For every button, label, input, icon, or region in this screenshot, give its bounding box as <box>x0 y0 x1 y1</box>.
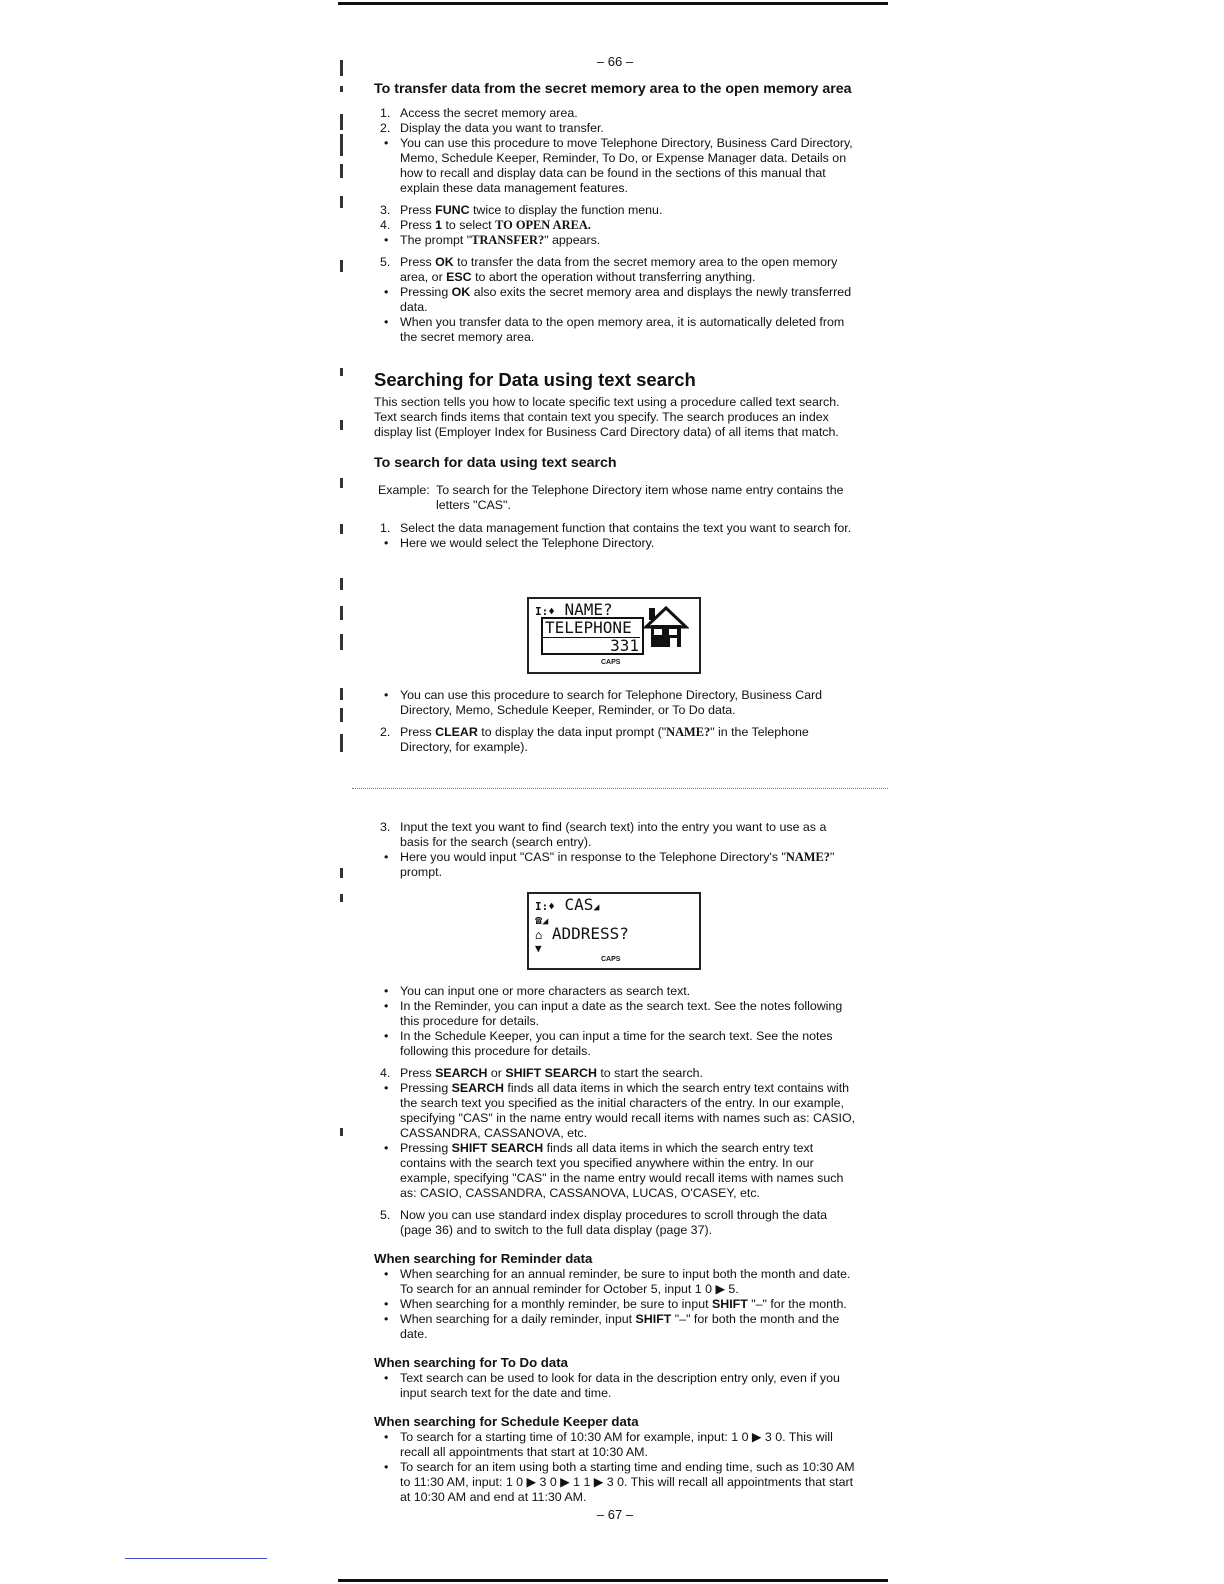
search-step-2: 2. Press CLEAR to display the data input prompt ("NAME?" in the Telephone Directory, for example). <box>380 725 809 754</box>
page-number-66: – 66 – <box>596 54 634 69</box>
step-1: 1. Access the secret memory area. <box>380 106 578 120</box>
bullet-search-scope: • You can use this procedure to search for Telephone Directory, Business Card Directory, Memo, Schedule Keeper, Reminder, or To Do data. <box>384 688 822 717</box>
page-number-67: – 67 – <box>596 1507 634 1522</box>
bullet-auto-delete: • When you transfer data to the open memory area, it is automatically deleted from the secret memory area. <box>384 315 845 344</box>
house-icon <box>643 605 689 649</box>
text-search-intro: This section tells you how to locate specific text using a procedure called text search. Text search finds items that contain text you specify. The search produces an index display list (Employer Index for Business Card Directory data) of all items that match. <box>374 395 840 439</box>
text-search-section-title: Searching for Data using text search <box>374 369 696 390</box>
top-rule <box>338 2 888 5</box>
todo-bullet: • Text search can be used to look for data in the description entry only, even if you input search text for the date and time. <box>384 1371 840 1400</box>
schedule-heading: When searching for Schedule Keeper data <box>374 1414 639 1429</box>
search-procedure-title: To search for data using text search <box>374 455 617 471</box>
bullet-select-telephone: • Here we would select the Telephone Directory. <box>384 536 655 550</box>
reminder-heading: When searching for Reminder data <box>374 1251 593 1266</box>
bullet-search-text-2: • In the Reminder, you can input a date as the search text. See the notes following this procedure for details. <box>384 999 843 1028</box>
reminder-bullet-annual: • When searching for an annual reminder, be sure to input both the month and date. To search for an annual reminder for October 5, input 1 0 ▶ 5. <box>384 1267 851 1296</box>
search-step-5: 5. Now you can use standard index display procedures to scroll through the data (page 36) and to switch to the full data display (page 37). <box>380 1208 828 1237</box>
lcd2-caps-indicator: CAPS <box>601 956 621 963</box>
down-arrow-icon: ▼ <box>535 942 542 955</box>
reminder-bullet-monthly: • When searching for a monthly reminder, be sure to input SHIFT "–" for the month. <box>384 1297 847 1311</box>
search-step-1: 1. Select the data management function that contains the text you want to search for. <box>380 521 852 535</box>
bottom-rule <box>338 1579 888 1582</box>
binding-margin-marks <box>336 28 350 1268</box>
bullet-search-text-1: • You can input one or more characters as search text. <box>384 984 691 998</box>
example-paragraph: Example: To search for the Telephone Directory item whose name entry contains the letters "CAS". <box>378 483 844 512</box>
step-5: 5. Press OK to transfer the data from the secret memory area to the open memory area, or ESC to abort the operation without transferring anything. <box>380 255 838 284</box>
phone-icon: ☎◢ <box>535 913 549 927</box>
lcd-display-name-prompt <box>527 597 701 674</box>
step-3: 3. Press FUNC twice to display the function menu. <box>380 203 663 217</box>
lcd-display-cas-input <box>527 892 701 970</box>
lcd1-caps-indicator: CAPS <box>601 659 621 666</box>
bullet-search-key: • Pressing SEARCH finds all data items in which the search entry text contains with the search text you specified as the initial characters of the entry. In our example, specifying "CAS" in the name entry would recall items with names such as: CASIO, CASSANDRA, CASSANOVA, etc. <box>384 1081 856 1140</box>
bullet-shift-search-key: • Pressing SHIFT SEARCH finds all data items in which the search entry text contains with the search text you specified anywhere within the entry. In our example, specifying "CAS" in the name entry would recall items with names such as: CASIO, CASSANDRA, CASSANOVA, LUCAS, O'CASEY, etc. <box>384 1141 844 1200</box>
page-separator <box>352 788 888 789</box>
page-67-continued <box>374 984 856 1522</box>
bullet-input-cas: • Here you would input "CAS" in response to the Telephone Directory's "NAME?" prompt. <box>384 850 835 879</box>
step-2: 2. Display the data you want to transfer. <box>380 121 604 135</box>
page-66 <box>374 54 856 551</box>
step-4: 4. Press 1 to select TO OPEN AREA. <box>380 218 591 232</box>
search-step-4: 4. Press SEARCH or SHIFT SEARCH to start the search. <box>380 1066 703 1080</box>
todo-heading: When searching for To Do data <box>374 1355 568 1370</box>
page-66-continued <box>374 688 856 755</box>
lcd1-telephone-box: TELEPHONE 331 <box>541 617 644 655</box>
bullet-ok-exits: • Pressing OK also exits the secret memory area and displays the newly transferred data. <box>384 285 852 314</box>
lcd1-line-1: I:♦ NAME? <box>535 600 613 619</box>
bullet-search-text-3: • In the Schedule Keeper, you can input a time for the search text. See the notes following this procedure for details. <box>384 1029 833 1058</box>
transfer-section-title: To transfer data from the secret memory area to the open memory area <box>374 81 852 97</box>
bullet-transfer-prompt: • The prompt "TRANSFER?" appears. <box>384 233 601 247</box>
search-step-3: 3. Input the text you want to find (search text) into the entry you want to use as a basis for the search (search entry). <box>380 820 827 849</box>
lcd2-line-1: I:♦ CAS◢ <box>535 895 600 914</box>
page-67 <box>374 820 856 880</box>
footnote-line <box>125 1558 267 1559</box>
schedule-bullet-start: • To search for a starting time of 10:30 AM for example, input: 1 0 ▶ 3 0. This will recall all appointments that start at 10:30 AM. <box>384 1430 833 1459</box>
bullet-procedure-scope: • You can use this procedure to move Telephone Directory, Business Card Directory, Memo, Schedule Keeper, Reminder, To Do, or Expense Manager data. Details on how to recall and display data can be found in the sections of this manual that explain these data management features. <box>384 136 853 195</box>
reminder-bullet-daily: • When searching for a daily reminder, input SHIFT "–" for both the month and the date. <box>384 1312 840 1341</box>
lcd2-line-3: ⌂ ADDRESS? <box>535 924 629 943</box>
schedule-bullet-range: • To search for an item using both a starting time and ending time, such as 10:30 AM to 11:30 AM, input: 1 0 ▶ 3 0 ▶ 1 1 ▶ 3 0. This will recall all appointments that start at 10:30 AM and end at 11:30 AM. <box>384 1460 855 1504</box>
